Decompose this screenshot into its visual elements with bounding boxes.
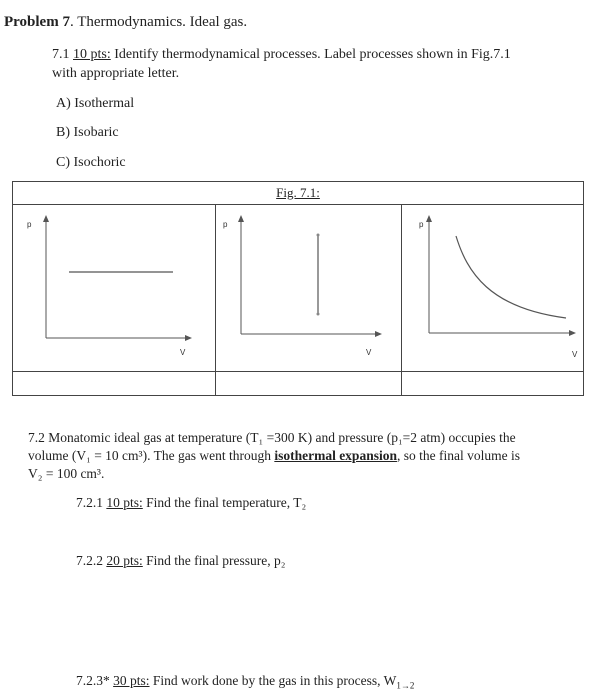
q722	[76, 553, 285, 569]
q721-points: 10 pts:	[106, 495, 143, 510]
problem-label: Problem 7	[4, 14, 70, 30]
graph-2	[215, 204, 401, 371]
figure-table	[12, 181, 584, 396]
q723-number: 7.2.3*	[76, 673, 114, 688]
q723-text: Find work done by the gas in this process, W	[149, 673, 397, 688]
q723-points: 30 pts:	[113, 673, 150, 688]
graph-1-svg	[13, 204, 215, 371]
q723-subscript: 1→2	[396, 680, 415, 691]
q72-isothermal-expansion: isothermal expansion	[274, 448, 397, 463]
column-divider-1	[215, 204, 216, 371]
figure-graphs-row	[13, 204, 583, 372]
graph-1-p-arrow	[43, 215, 49, 222]
answer-divider-1	[215, 371, 216, 395]
graph-3	[401, 204, 583, 371]
option-isochoric: C) Isochoric	[56, 155, 126, 170]
graph-2-point-top	[317, 234, 320, 237]
q72-line1: 7.2 Monatomic ideal gas at temperature (T₁ =300 K) and pressure (p₁=2 atm) occupies the	[28, 430, 516, 445]
q71-text-line2: with appropriate letter.	[52, 66, 180, 81]
q72-line2	[28, 448, 520, 464]
answer-divider-2	[401, 371, 402, 395]
graph-2-p-label: p	[223, 220, 228, 229]
graph-2-point-bottom	[317, 313, 320, 316]
problem-title	[4, 14, 247, 31]
graph-3-p-label: p	[419, 220, 424, 229]
graph-2-v-arrow	[375, 331, 382, 337]
graph-3-p-arrow	[426, 215, 432, 222]
option-isobaric: B) Isobaric	[56, 125, 119, 140]
graph-3-process-curve	[456, 236, 566, 318]
figure-answer-row	[13, 371, 583, 395]
q71-number: 7.1	[52, 47, 73, 62]
graph-3-v-arrow	[569, 330, 576, 336]
q72-line3: V₂ = 100 cm³.	[28, 466, 105, 481]
figure-caption-row	[13, 182, 583, 205]
q722-text: Find the final pressure, p₂	[142, 553, 286, 568]
q723	[76, 673, 414, 691]
q721-number: 7.2.1	[76, 495, 107, 510]
figure-caption: Fig. 7.1:	[276, 185, 320, 200]
graph-1-v-arrow	[185, 335, 192, 341]
graph-1-v-label: V	[180, 348, 186, 357]
q721	[76, 495, 306, 511]
graph-1	[13, 204, 215, 371]
q72-line2-pre: volume (V₁ = 10 cm³). The gas went through	[28, 448, 275, 463]
graph-1-p-label: p	[27, 220, 32, 229]
graph-2-p-arrow	[238, 215, 244, 222]
graph-3-v-label: V	[572, 350, 578, 359]
q721-text: Find the final temperature, T₂	[142, 495, 307, 510]
problem-title-text: . Thermodynamics. Ideal gas.	[69, 14, 248, 30]
column-divider-2	[401, 204, 402, 371]
q72-line2-post: , so the final volume is	[396, 448, 520, 463]
graph-2-svg	[215, 204, 401, 371]
option-isothermal: A) Isothermal	[56, 96, 135, 111]
q722-points: 20 pts:	[106, 553, 143, 568]
q71-text-line1: Identify thermodynamical processes. Label processes shown in Fig.7.1	[110, 47, 511, 62]
q71-line1	[52, 47, 511, 63]
graph-3-svg	[401, 204, 583, 371]
graph-2-v-label: V	[366, 348, 372, 357]
q722-number: 7.2.2	[76, 553, 107, 568]
q71-points: 10 pts:	[73, 47, 111, 62]
